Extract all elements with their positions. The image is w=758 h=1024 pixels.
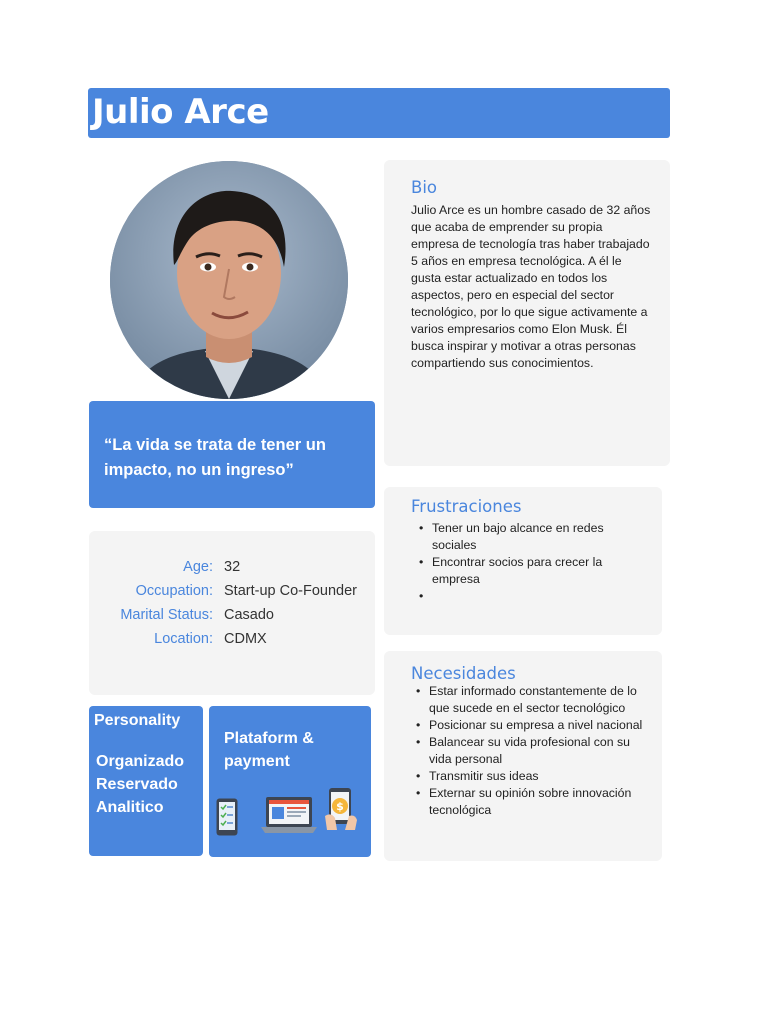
persona-name: Julio Arce: [92, 92, 269, 132]
portrait-illustration: [110, 161, 348, 399]
occupation-label: Occupation:: [135, 583, 213, 599]
info-row-occupation: [89, 583, 375, 605]
needs-panel: [384, 651, 662, 861]
info-row-location: [89, 631, 375, 653]
marital-status-label: Marital Status:: [120, 607, 213, 623]
personality-heading: Personality: [94, 712, 181, 729]
location-label: Location:: [154, 631, 213, 647]
frustrations-list: [414, 520, 624, 605]
location-value: CDMX: [224, 631, 267, 647]
bio-text: Julio Arce es un hombre casado de 32 años que acaba de emprender su propia empresa de tecnología tras haber trabajado 5 años en empresa tecnológica. A él le gusta estar actualizado en todos los aspectos, pero en especial del sector tecnológico, por lo que sigue activamente a varios empresarios como Elon Musk. Él busca inspirar y motivar a otras personas compartiendo sus conocimientos.: [411, 203, 651, 370]
frustrations-panel: [384, 487, 662, 635]
quote-card: [89, 401, 375, 508]
list-item: [414, 588, 624, 605]
title-bar: [88, 88, 670, 138]
needs-list: [411, 683, 646, 819]
personality-traits: [96, 750, 184, 819]
age-label: Age:: [183, 559, 213, 575]
avatar: [110, 161, 348, 399]
list-item: • Tener un bajo alcance en redes sociales: [414, 520, 624, 554]
trait-item: Organizado: [96, 753, 185, 770]
bio-heading: Bio: [411, 178, 437, 197]
list-item: • Transmitir sus ideas: [411, 768, 646, 785]
needs-heading: Necesidades: [411, 664, 516, 683]
trait-item: Analitico: [96, 799, 164, 816]
list-item: • Balancear su vida profesional con su vida personal: [411, 734, 646, 768]
mobile-payment-icon: [323, 786, 359, 832]
platform-heading: Plataform & payment: [224, 730, 314, 770]
bio-panel: [384, 160, 670, 466]
list-item: • Estar informado constantemente de lo que sucede en el sector tecnológico: [411, 683, 646, 717]
checklist-phone-icon: [216, 798, 238, 836]
demographics-card: [89, 531, 375, 695]
info-row-marital-status: [89, 607, 375, 629]
list-item: • Externar su opinión sobre innovación tecnológica: [411, 785, 646, 819]
personality-card: [89, 706, 203, 856]
persona-quote: “La vida se trata de tener un impacto, no un ingreso”: [104, 436, 326, 479]
marital-status-value: Casado: [224, 607, 274, 623]
svg-text:$: $: [336, 800, 344, 813]
age-value: 32: [224, 559, 241, 575]
laptop-icon: [261, 796, 317, 834]
info-row-age: [89, 559, 375, 581]
occupation-value: Start-up Co-Founder: [224, 583, 357, 599]
list-item: • Posicionar su empresa a nivel nacional: [411, 717, 646, 734]
trait-item: Reservado: [96, 776, 178, 793]
platform-card: [209, 706, 371, 857]
frustrations-heading: Frustraciones: [411, 497, 522, 516]
list-item: • Encontrar socios para crecer la empresa: [414, 554, 624, 588]
